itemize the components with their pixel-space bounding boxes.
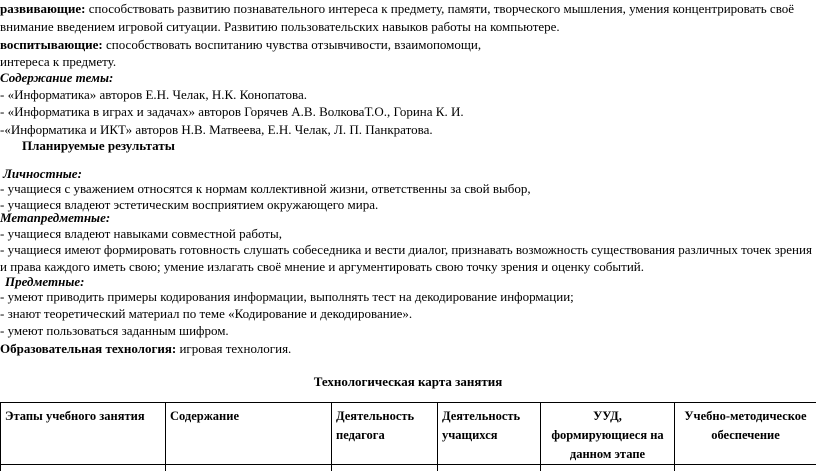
meta-results-heading: Метапредметные:	[0, 209, 110, 226]
column-header-student-activity: Деятельность учащихся	[438, 403, 541, 465]
table-header-row	[1, 403, 816, 465]
content-item: - «Информатика» авторов Е.Н. Челак, Н.К. Конопатова.	[0, 86, 307, 103]
developing-goal-label: развивающие:	[0, 1, 85, 16]
lesson-map-title: Технологическая карта занятия	[0, 373, 816, 390]
personal-result-item: - учащиеся с уважением относятся к нормам коллективной жизни, ответственны за свой выбор,	[0, 180, 531, 197]
column-header-stages: Этапы учебного занятия	[1, 403, 166, 465]
lesson-map-table	[0, 402, 816, 471]
developing-goal-line-1	[0, 0, 794, 17]
developing-goal-line-2: внимание введением игровой ситуации. Развитию пользовательских навыков работы на компьютере.	[0, 18, 560, 35]
educational-goal-label: воспитывающие:	[0, 37, 103, 52]
subject-result-item: - умеют приводить примеры кодирования информации, выполнять тест на декодирование информации;	[0, 288, 574, 305]
personal-results-heading: Личностные:	[3, 165, 82, 182]
content-item: -«Информатика и ИКТ» авторов Н.В. Матвеева, Е.Н. Челак, Л. П. Панкратова.	[0, 121, 433, 138]
educational-technology-line	[0, 340, 291, 357]
content-item: - «Информатика в играх и задачах» авторов Горячев А.В. ВолковаТ.О., Горина К. И.	[0, 103, 464, 120]
educational-goal-line-2: интереса к предмету.	[0, 53, 116, 70]
meta-result-item: - учащиеся владеют навыками совместной работы,	[0, 225, 282, 242]
personal-result-item: - учащиеся владеют эстетическим восприятием окружающего мира.	[0, 196, 378, 213]
table-row	[1, 465, 816, 471]
column-header-teacher-activity: Деятельность педагога	[332, 403, 438, 465]
column-header-uud: УУД, формирующиеся на данном этапе	[541, 403, 675, 465]
subject-results-heading: Предметные:	[5, 273, 84, 290]
meta-result-item: - учащиеся имеют формировать готовность слушать собеседника и вести диалог, признавать возможность существования различных точек зрения	[0, 241, 812, 258]
subject-result-item: - умеют пользоваться заданным шифром.	[0, 322, 229, 339]
educational-goal-text: способствовать воспитанию чувства отзывчивости, взаимопомощи,	[103, 37, 481, 52]
educational-technology-label: Образовательная технология:	[0, 341, 176, 356]
meta-result-item: и права каждого иметь свою; умение излагать своё мнение и аргументировать свою точку зрения и оценку событий.	[0, 258, 644, 275]
educational-goal-line-1	[0, 36, 481, 53]
column-header-content: Содержание	[166, 403, 332, 465]
planned-results-heading: Планируемые результаты	[22, 137, 175, 154]
developing-goal-text: способствовать развитию познавательного интереса к предмету, памяти, творческого мышления, умения концентрировать своё	[85, 1, 794, 16]
content-heading: Содержание темы:	[0, 69, 113, 86]
educational-technology-text: игровая технология.	[176, 341, 291, 356]
subject-result-item: - знают теоретический материал по теме «Кодирование и декодирование».	[0, 305, 412, 322]
column-header-methodical-support: Учебно-методическое обеспечение	[675, 403, 816, 465]
